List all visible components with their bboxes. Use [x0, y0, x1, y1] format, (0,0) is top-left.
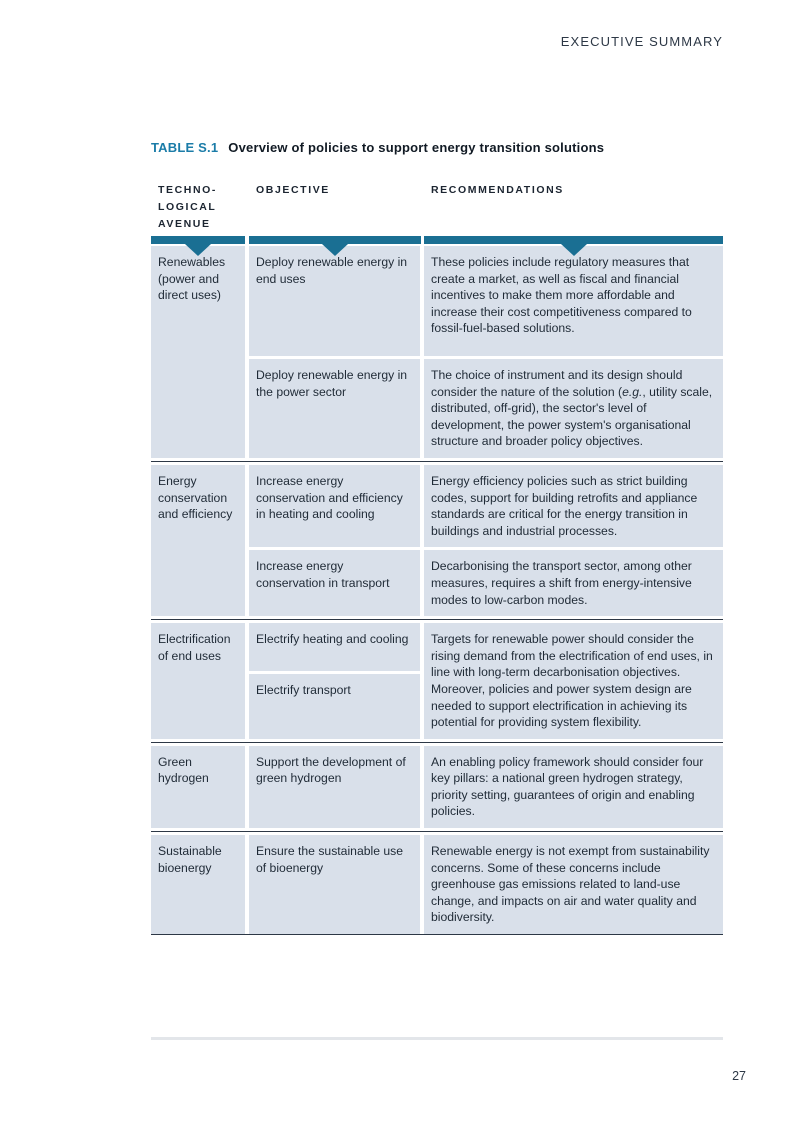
header-bar-avenue — [151, 236, 245, 244]
recommendation-cell — [424, 359, 723, 458]
objective-cell: Deploy renewable energy in end uses — [249, 246, 420, 356]
table-group-green-hydrogen — [151, 746, 723, 832]
policy-table — [151, 182, 723, 935]
objective-cell: Deploy renewable energy in the power sector — [249, 359, 420, 458]
recommendation-cell: Decarbonising the transport sector, among other measures, requires a shift from energy-intensive modes to low-carbon modes. — [424, 550, 723, 616]
header-bar-recommendations — [424, 236, 723, 244]
header-recommendations: RECOMMENDATIONS — [431, 184, 564, 196]
table-row — [249, 465, 723, 547]
recommendation-text: The choice of instrument and its design should consider the nature of the solution ( — [431, 368, 683, 399]
group-rows — [249, 465, 723, 616]
table-row — [249, 835, 723, 934]
table-row — [249, 359, 723, 458]
group-rows — [249, 835, 723, 934]
table-group-sustainable-bioenergy — [151, 835, 723, 935]
table-row — [249, 246, 723, 356]
recommendation-cell: Energy efficiency policies such as strict building codes, support for building retrofits and appliance standards are critical for the energy transition in buildings and industrial processes. — [424, 465, 723, 547]
recommendation-cell: These policies include regulatory measures that create a market, as well as fiscal and financial incentives to make them more affordable and increase their cost competitiveness compared to fossil-fuel-based solutions. — [424, 246, 723, 356]
group-rows — [249, 246, 723, 458]
avenue-cell: Renewables (power and direct uses) — [151, 246, 245, 458]
group-rows — [249, 746, 723, 828]
header-bars — [151, 236, 723, 246]
header-avenue-line: LOGICAL — [158, 201, 217, 213]
avenue-cell: Sustainable bioenergy — [151, 835, 245, 934]
recommendation-text: , utility scale, distributed, off-grid), the sector's level of development, the power system's organisational structure and broader policy objectives. — [431, 384, 713, 449]
table-group-energy-conservation — [151, 465, 723, 620]
objective-cell: Electrify heating and cooling — [249, 623, 420, 671]
table-title — [151, 140, 723, 155]
objective-cell: Increase energy conservation in transport — [249, 550, 420, 616]
avenue-cell: Electrification of end uses — [151, 623, 245, 739]
objective-cell: Ensure the sustainable use of bioenergy — [249, 835, 420, 934]
recommendation-cell: Renewable energy is not exempt from sustainability concerns. Some of these concerns include greenhouse gas emissions related to land-use change, and impacts on air and water quality and biodiversity. — [424, 835, 723, 934]
objective-stack — [249, 623, 420, 739]
header-bar-objective — [249, 236, 421, 244]
header-objective: OBJECTIVE — [256, 184, 330, 196]
recommendation-emphasis: e.g. — [622, 384, 643, 399]
table-group-renewables — [151, 246, 723, 462]
recommendation-cell: An enabling policy framework should consider four key pillars: a national green hydrogen strategy, priority setting, guarantees of origin and enabling policies. — [424, 746, 723, 828]
objective-cell: Support the development of green hydrogen — [249, 746, 420, 828]
table-row — [249, 746, 723, 828]
page-number: 27 — [732, 1069, 746, 1083]
running-head: EXECUTIVE SUMMARY — [560, 34, 723, 49]
objective-cell: Electrify transport — [249, 674, 420, 739]
group-rows — [249, 623, 723, 739]
objective-cell: Increase energy conservation and efficiency in heating and cooling — [249, 465, 420, 547]
recommendation-cell: Targets for renewable power should consider the rising demand from the electrification of end uses, in line with long-term decarbonisation objectives. Moreover, policies and power system design are needed to support electrification in achieving its potential for providing system flexibility. — [424, 623, 723, 739]
footer-rule — [151, 1037, 723, 1040]
table-number: TABLE S.1 — [151, 140, 219, 155]
table-row — [249, 550, 723, 616]
header-technological-avenue — [151, 182, 245, 233]
header-avenue-line: TECHNO- — [158, 184, 218, 196]
table-caption: Overview of policies to support energy transition solutions — [228, 140, 605, 155]
table-header — [151, 182, 723, 236]
avenue-cell: Green hydrogen — [151, 746, 245, 828]
avenue-cell: Energy conservation and efficiency — [151, 465, 245, 616]
header-avenue-line: AVENUE — [158, 218, 211, 230]
table-group-electrification — [151, 623, 723, 743]
